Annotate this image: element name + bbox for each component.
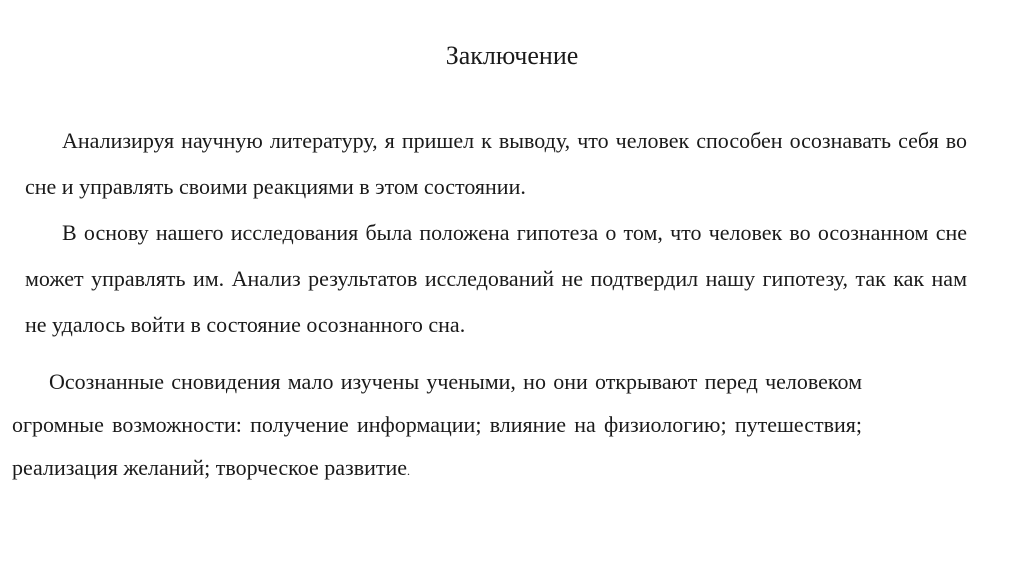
lucid-dreams-text-block	[12, 360, 862, 493]
paragraph-hypothesis: В основу нашего исследования была положена гипотеза о том, что человек во осознанном сне может управлять им. Анализ результатов исследований не подтвердил нашу гипотезу, так как нам не удалось войти в состояние осознанного сна.	[25, 220, 967, 337]
paragraph-literature-analysis: Анализируя научную литературу, я пришел к выводу, что человек способен осознавать себя во сне и управлять своими реакциями в этом состоянии.	[25, 128, 967, 199]
possibilities-text: Осознанные сновидения мало изучены учеными, но они открывают перед человеком огромные возможности: получение информации; влияние на физиологию; путешествия; реализация желаний; творческое развитие	[12, 369, 862, 480]
slide-title: Заключение	[445, 41, 579, 70]
conclusion-text-block	[25, 118, 967, 348]
end-mark: .	[407, 464, 411, 478]
paragraph-possibilities	[12, 360, 862, 493]
